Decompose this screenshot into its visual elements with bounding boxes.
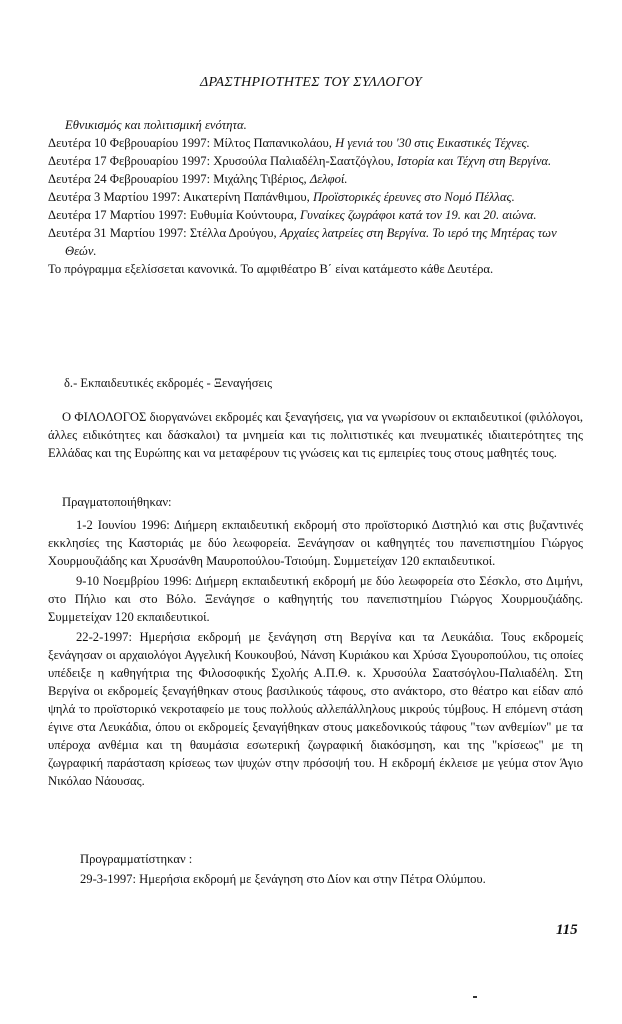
- section-intro: Ο ΦΙΛΟΛΟΓΟΣ διοργανώνει εκδρομές και ξεναγήσεις, για να γνωρίσουν οι εκπαιδευτικοί (φιλόλογοι, άλλες ειδικότητες και δάσκαλοι) τα μνημεία και τις πολιτιστικές και πνευματικές ιδιαιτερότητες της Ελλάδας και της Ευρώπης και να μεταφέρουν τις γνώσεις και τις εμπειρίες τους στους μαθητές τους.: [48, 410, 583, 460]
- trip-item: 1-2 Ιουνίου 1996: Διήμερη εκπαιδευτική εκδρομή στο προϊστορικό Διστηλιό και στις βυζαντινές εκκλησίες της Καστοριάς με δύο λεωφορεία. Ξενάγησαν οι καθηγητές του πανεπιστημίου Γιώργος Χουρμουζιάδης και Χρυσάνθη Μαυροπούλου-Τσιούμη. Συμμετείχαν 120 εκπαιδευτικοί.: [48, 518, 583, 568]
- trip-item: 9-10 Νοεμβρίου 1996: Διήμερη εκπαιδευτική εκδρομή με δύο λεωφορεία στο Σέσκλο, στο Διμήνι, στο Πήλιο και στο Βόλο. Ξενάγησε ο καθηγητής του πανεπιστημίου Γιώργος Χουρμουζιάδης. Συμμετείχαν 120 εκπαιδευτικοί.: [48, 574, 583, 624]
- lecture-title: Η γενιά του '30 στις Εικαστικές Τέχνες.: [335, 136, 530, 150]
- lecture-title: Προϊστορικές έρευνες στο Νομό Πέλλας.: [312, 190, 515, 204]
- lecture-item: [48, 152, 588, 170]
- lecture-item: [48, 188, 588, 206]
- lecture-title: Αρχαίες λατρείες στη Βεργίνα. Το ιερό της Μητέρας των Θεών.: [65, 226, 557, 258]
- lecture-date: Δευτέρα 31 Μαρτίου 1997:: [48, 226, 187, 240]
- lecture-item: [48, 170, 588, 188]
- trip-item: 22-2-1997: Ημερήσια εκδρομή με ξενάγηση στη Βεργίνα και τα Λευκάδια. Τους εκδρομείς ξενάγησαν οι αρχαιολόγοι Αγγελική Κουκουβού, Νάνση Κυριάκου και Χρύσα Σγουροπούλου, τις οποίες υπέδειξε η καθηγήτρια της Φιλοσοφικής Σχολής Α.Π.Θ. κ. Χρυσούλα Σαατσόγλου-Παλιαδέλη. Στη Βεργίνα οι εκδρομείς ξεναγήθηκαν στους βασιλικούς τάφους, στο ανάκτορο, στο θέατρο και είδαν από ψηλά το προϊστορικό νεκροταφείο με τους πολλούς αλλεπάλληλους μικρούς τύμβους. Η επόμενη στάση έγινε στα Λευκάδια, όπου οι εκδρομείς ξεναγήθηκαν στους μακεδονικούς τάφους "των ανθεμίων" με τα υπέροχα ανθέμια και τη θαυμάσια εσωτερική ζωγραφική διακόσμηση, και της "κρίσεως" με τη ζωγραφική παράσταση κρίσεως των ψυχών στην πρόσοψή του. Η εκδρομή έκλεισε με γεύμα στον Άγιο Νικόλαο Νάουσας.: [48, 630, 583, 788]
- lecture-speaker: Ευθυμία Κούντουρα,: [189, 208, 297, 222]
- planned-label: Προγραμματίστηκαν :: [80, 852, 193, 866]
- unit-title: Εθνικισμός και πολιτισμική ενότητα.: [65, 118, 247, 132]
- lecture-speaker: Αικατερίνη Παπάνθιμου,: [182, 190, 310, 204]
- lecture-speaker: Στέλλα Δρούγου,: [189, 226, 277, 240]
- lecture-section: [48, 116, 588, 278]
- lecture-item: [48, 224, 588, 260]
- scan-mark: [473, 996, 477, 998]
- completed-label: Πραγματοποιήθηκαν:: [62, 495, 172, 509]
- lecture-speaker: Μιχάλης Τιβέριος,: [213, 172, 307, 186]
- lecture-date: Δευτέρα 10 Φεβρουαρίου 1997:: [48, 136, 211, 150]
- section-title: δ.- Εκπαιδευτικές εκδρομές - Ξεναγήσεις: [64, 376, 273, 390]
- lecture-date: Δευτέρα 3 Μαρτίου 1997:: [48, 190, 181, 204]
- page-number: 115: [556, 922, 578, 938]
- lecture-title: Ιστορία και Τέχνη στη Βεργίνα.: [396, 154, 552, 168]
- page-heading: ΔΡΑΣΤΗΡΙΟΤΗΤΕΣ ΤΟΥ ΣΥΛΛΟΓΟΥ: [199, 75, 423, 90]
- program-status: Το πρόγραμμα εξελίσσεται κανονικά. Το αμφιθέατρο Β΄ είναι κατάμεστο κάθε Δευτέρα.: [48, 262, 494, 276]
- lecture-speaker: Χρυσούλα Παλιαδέλη-Σαατζόγλου,: [213, 154, 394, 168]
- trip-list: [48, 516, 583, 792]
- planned-trip: 29-3-1997: Ημερήσια εκδρομή με ξενάγηση στο Δίον και στην Πέτρα Ολύμπου.: [80, 872, 486, 886]
- lecture-title: Δελφοί.: [309, 172, 348, 186]
- lecture-item: [48, 206, 588, 224]
- lecture-date: Δευτέρα 17 Μαρτίου 1997:: [48, 208, 187, 222]
- lecture-speaker: Μίλτος Παπανικολάου,: [213, 136, 332, 150]
- lecture-date: Δευτέρα 17 Φεβρουαρίου 1997:: [48, 154, 211, 168]
- lecture-item: [48, 134, 588, 152]
- lecture-date: Δευτέρα 24 Φεβρουαρίου 1997:: [48, 172, 211, 186]
- lecture-title: Γυναίκες ζωγράφοι κατά τον 19. και 20. αιώνα.: [300, 208, 537, 222]
